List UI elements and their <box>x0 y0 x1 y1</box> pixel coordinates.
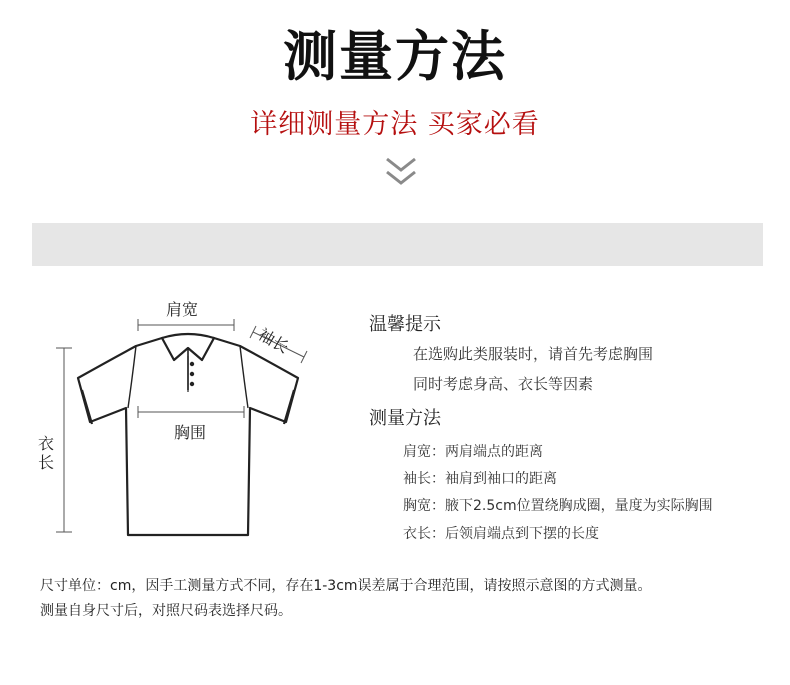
sleeve-length-label: 袖长 <box>255 324 293 358</box>
method-value: 后领肩端点到下摆的长度 <box>445 526 599 542</box>
shoulder-measure-line <box>138 319 234 331</box>
method-key: 胸宽： <box>403 498 445 514</box>
footer-note-size: 测量自身尺寸后，对照尺码表选择尺码。 <box>40 603 292 619</box>
chest-label: 胸围 <box>174 423 207 442</box>
method-item-sleeve <box>403 468 557 488</box>
method-key: 衣长： <box>403 526 445 542</box>
double-chevron-down-icon <box>383 156 419 188</box>
garment-length-label: 衣长 <box>38 434 55 472</box>
page-subtitle: 详细测量方法 买家必看 <box>250 109 540 140</box>
button-dot <box>190 382 194 386</box>
page-title: 测量方法 <box>283 25 507 88</box>
shoulder-width-label: 肩宽 <box>166 300 199 319</box>
section-divider-band <box>32 223 763 266</box>
length-measure-line <box>56 348 72 532</box>
method-item-shoulder <box>403 441 543 461</box>
method-heading: 测量方法 <box>369 408 441 429</box>
method-item-chest <box>403 495 713 515</box>
tip-line: 在选购此类服装时，请首先考虑胸围 <box>413 345 654 363</box>
footer-note-units: 尺寸单位：cm，因手工测量方式不同，存在1-3cm误差属于合理范围，请按照示意图的方式测量。 <box>40 578 652 594</box>
method-value: 腋下2.5cm位置绕胸成圈，量度为实际胸围 <box>445 498 713 514</box>
method-key: 袖长： <box>403 471 445 487</box>
method-item-length <box>403 523 599 543</box>
method-value: 两肩端点的距离 <box>445 444 543 460</box>
button-dot <box>190 362 194 366</box>
tip-line: 同时考虑身高、衣长等因素 <box>413 375 594 393</box>
tips-heading: 温馨提示 <box>369 314 441 335</box>
method-key: 肩宽： <box>403 444 445 460</box>
method-value: 袖肩到袖口的距离 <box>445 471 557 487</box>
button-dot <box>190 372 194 376</box>
